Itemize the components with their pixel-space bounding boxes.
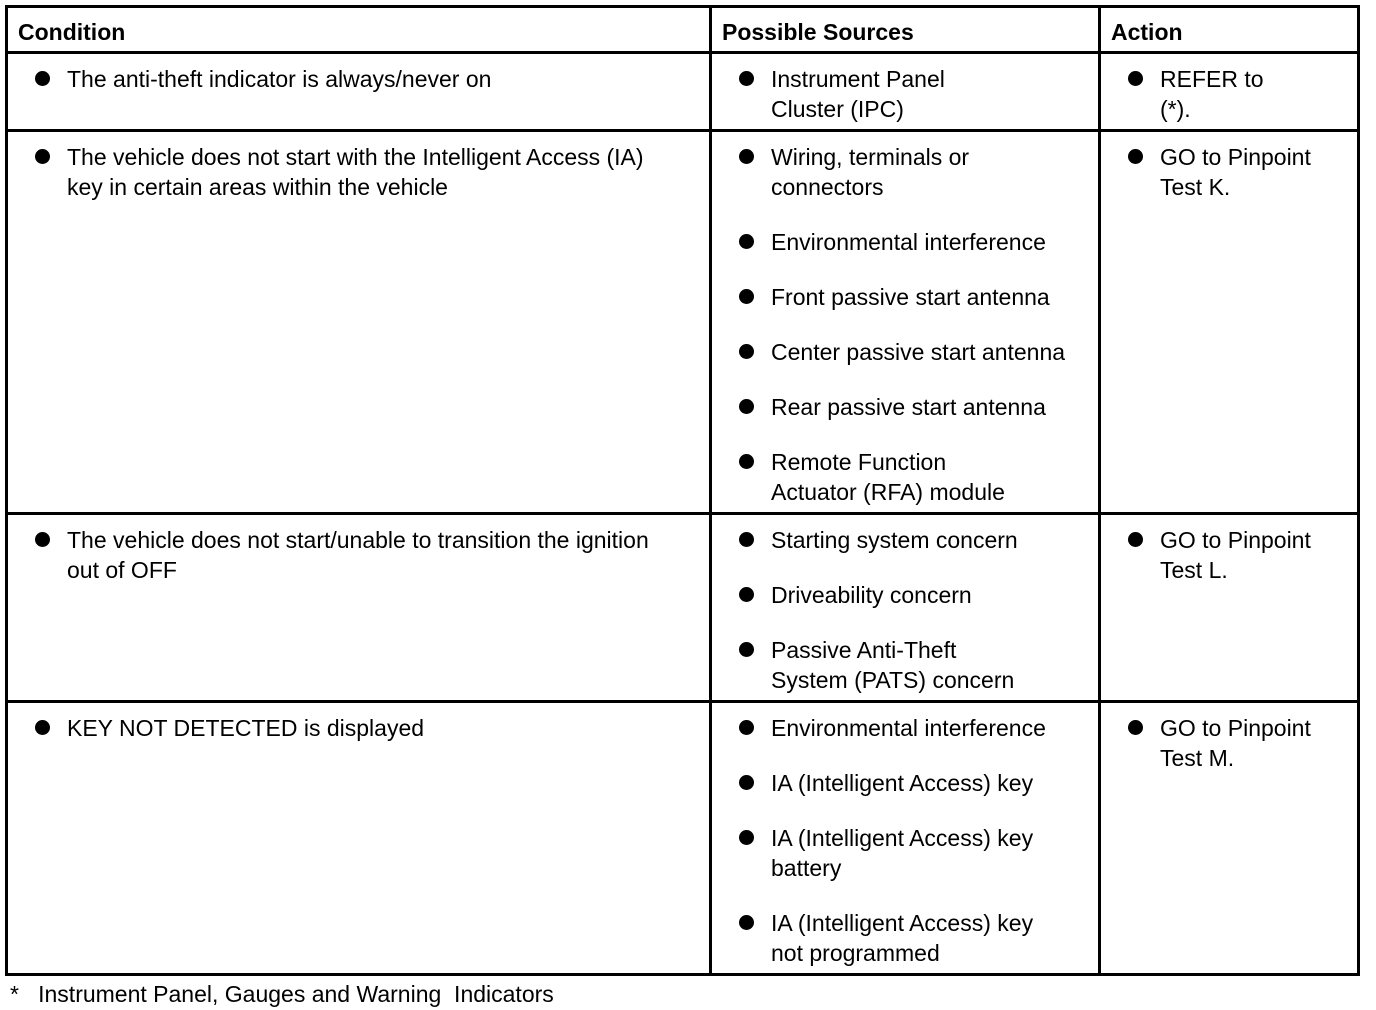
- list-item: [1121, 525, 1351, 585]
- condition-cell: [7, 514, 711, 702]
- condition-text: The vehicle does not start with the Intelligent Access (IA) key in certain areas within the vehicle: [67, 144, 644, 200]
- list-item: [1121, 713, 1351, 773]
- action-list: [1121, 525, 1351, 585]
- condition-cell: [7, 702, 711, 975]
- condition-list: [28, 525, 703, 585]
- possible-sources-text: Starting system concern: [771, 527, 1018, 553]
- bullet-icon: [35, 71, 50, 86]
- possible-sources-text: Instrument Panel Cluster (IPC): [771, 66, 945, 122]
- possible-sources-cell: [711, 514, 1100, 702]
- header-action: Action: [1100, 7, 1359, 53]
- bullet-icon: [1128, 71, 1143, 86]
- table-row: [7, 53, 1359, 131]
- list-item: [732, 635, 1092, 695]
- possible-sources-cell: [711, 131, 1100, 514]
- bullet-icon: [739, 915, 754, 930]
- action-cell: [1100, 514, 1359, 702]
- bullet-icon: [739, 720, 754, 735]
- bullet-icon: [739, 454, 754, 469]
- bullet-icon: [739, 532, 754, 547]
- header-row: [7, 7, 1359, 53]
- bullet-icon: [739, 149, 754, 164]
- action-text: GO to Pinpoint Test M.: [1160, 715, 1311, 771]
- condition-text: KEY NOT DETECTED is displayed: [67, 715, 425, 741]
- header-possible-sources: Possible Sources: [711, 7, 1100, 53]
- action-list: [1121, 142, 1351, 202]
- possible-sources-text: Passive Anti-Theft System (PATS) concern: [771, 637, 1015, 693]
- list-item: [732, 392, 1092, 422]
- action-cell: [1100, 53, 1359, 131]
- condition-text: The vehicle does not start/unable to transition the ignition out of OFF: [67, 527, 649, 583]
- bullet-icon: [1128, 149, 1143, 164]
- action-list: [1121, 64, 1351, 124]
- possible-sources-text: Center passive start antenna: [771, 339, 1066, 365]
- possible-sources-list: [732, 142, 1092, 507]
- bullet-icon: [739, 71, 754, 86]
- bullet-icon: [739, 830, 754, 845]
- diagnostic-table: [5, 5, 1360, 976]
- possible-sources-text: Environmental interference: [771, 229, 1046, 255]
- possible-sources-text: Environmental interference: [771, 715, 1046, 741]
- possible-sources-list: [732, 525, 1092, 695]
- bullet-icon: [739, 399, 754, 414]
- possible-sources-text: Rear passive start antenna: [771, 394, 1046, 420]
- action-list: [1121, 713, 1351, 773]
- list-item: [732, 908, 1092, 968]
- table-row: [7, 514, 1359, 702]
- possible-sources-text: IA (Intelligent Access) key: [771, 770, 1034, 796]
- list-item: [732, 447, 1092, 507]
- header-condition: Condition: [7, 7, 711, 53]
- possible-sources-text: Wiring, terminals or connectors: [771, 144, 970, 200]
- action-text: REFER to (*).: [1160, 66, 1264, 122]
- possible-sources-list: [732, 64, 1092, 124]
- list-item: [732, 823, 1092, 883]
- list-item: [1121, 64, 1351, 124]
- list-item: [732, 525, 1092, 555]
- possible-sources-text: Remote Function Actuator (RFA) module: [771, 449, 1005, 505]
- condition-list: [28, 64, 703, 94]
- list-item: [732, 768, 1092, 798]
- bullet-icon: [35, 720, 50, 735]
- list-item: [28, 64, 703, 94]
- condition-list: [28, 713, 703, 743]
- list-item: [732, 580, 1092, 610]
- bullet-icon: [739, 344, 754, 359]
- table-row: [7, 702, 1359, 975]
- possible-sources-cell: [711, 53, 1100, 131]
- bullet-icon: [739, 642, 754, 657]
- list-item: [732, 227, 1092, 257]
- bullet-icon: [739, 289, 754, 304]
- action-cell: [1100, 131, 1359, 514]
- bullet-icon: [1128, 720, 1143, 735]
- list-item: [732, 64, 1092, 124]
- bullet-icon: [739, 775, 754, 790]
- bullet-icon: [35, 149, 50, 164]
- list-item: [732, 142, 1092, 202]
- condition-list: [28, 142, 703, 202]
- possible-sources-text: IA (Intelligent Access) key not programmed: [771, 910, 1034, 966]
- bullet-icon: [739, 234, 754, 249]
- list-item: [28, 525, 703, 585]
- list-item: [1121, 142, 1351, 202]
- list-item: [732, 282, 1092, 312]
- bullet-icon: [739, 587, 754, 602]
- possible-sources-list: [732, 713, 1092, 968]
- possible-sources-cell: [711, 702, 1100, 975]
- table-body: [7, 53, 1359, 975]
- bullet-icon: [35, 532, 50, 547]
- action-text: GO to Pinpoint Test L.: [1160, 527, 1311, 583]
- action-cell: [1100, 702, 1359, 975]
- list-item: [28, 142, 703, 202]
- footnote: * Instrument Panel, Gauges and Warning Indicators: [10, 981, 554, 1007]
- table-row: [7, 131, 1359, 514]
- condition-text: The anti-theft indicator is always/never on: [67, 66, 492, 92]
- bullet-icon: [1128, 532, 1143, 547]
- list-item: [732, 337, 1092, 367]
- condition-cell: [7, 53, 711, 131]
- condition-cell: [7, 131, 711, 514]
- possible-sources-text: Front passive start antenna: [771, 284, 1050, 310]
- list-item: [732, 713, 1092, 743]
- possible-sources-text: Driveability concern: [771, 582, 972, 608]
- possible-sources-text: IA (Intelligent Access) key battery: [771, 825, 1034, 881]
- action-text: GO to Pinpoint Test K.: [1160, 144, 1311, 200]
- list-item: [28, 713, 703, 743]
